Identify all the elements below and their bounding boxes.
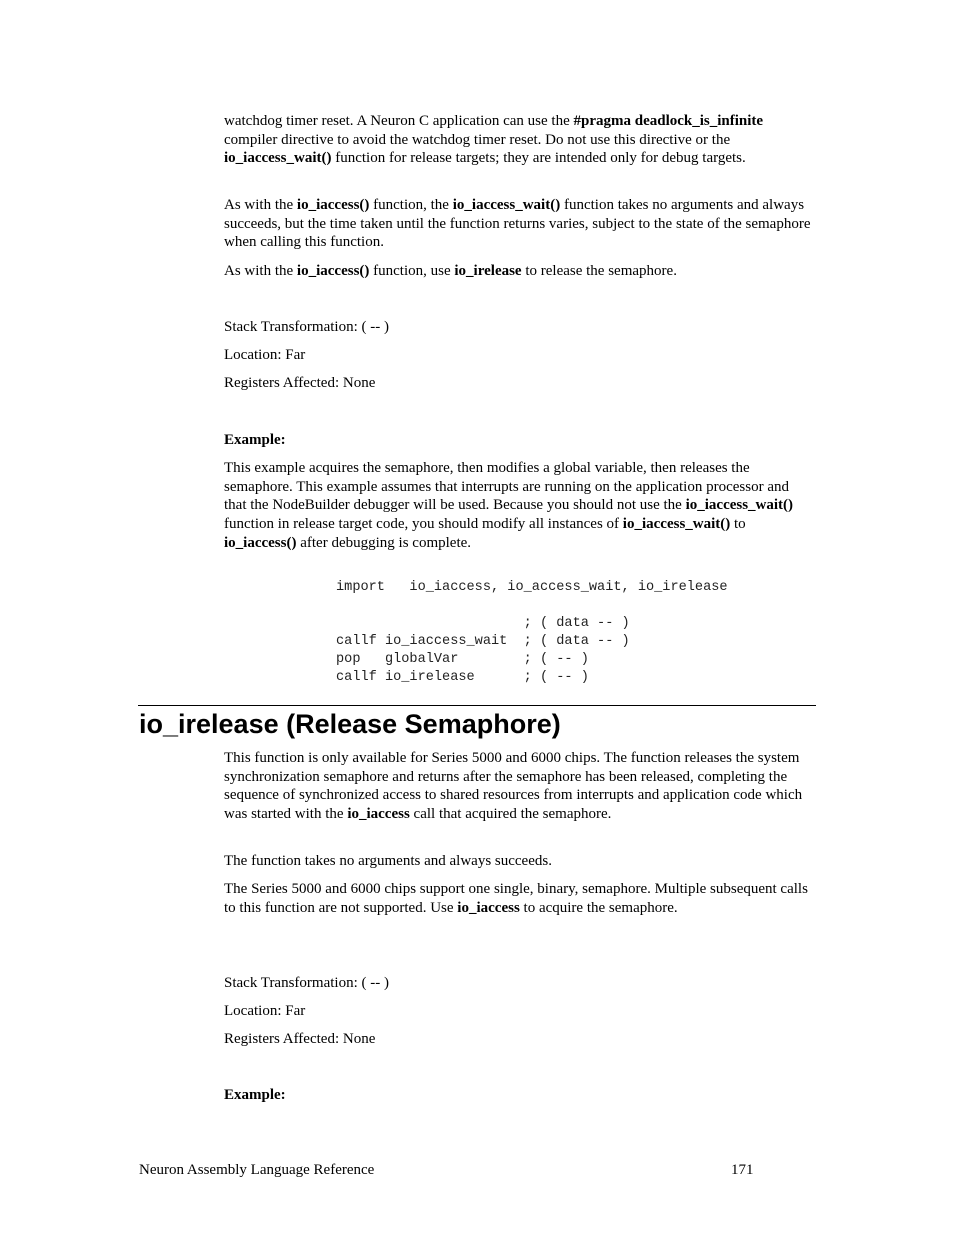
text: As with the xyxy=(224,197,297,213)
text: to release the semaphore. xyxy=(521,263,677,279)
example-label xyxy=(224,1086,286,1104)
registers-affected: Registers Affected: None xyxy=(224,375,376,391)
section1-para2 xyxy=(224,196,814,252)
text: function, use xyxy=(369,263,455,279)
function-name: io_iaccess xyxy=(457,899,520,916)
section1-example-para xyxy=(224,459,814,553)
example-label-text: Example: xyxy=(224,432,286,448)
pragma-keyword: #pragma deadlock_is_infinite xyxy=(573,113,764,129)
text: function in release target code, you should modify all instances of xyxy=(224,516,623,533)
stack-transformation: Stack Transformation: ( -- ) xyxy=(224,319,389,335)
text: call that acquired the semaphore. xyxy=(409,806,612,823)
function-name: io_iaccess() xyxy=(296,263,370,279)
text: The function takes no arguments and always succeeds. xyxy=(224,853,552,869)
text: function takes no arguments and always succeeds, but the time taken until the function returns varies, subject to the state of the semaphore when calling this function. xyxy=(224,197,811,251)
section2-para3 xyxy=(224,880,814,917)
text: The Series 5000 and 6000 chips support one single, binary, semaphore. Multiple subsequent calls to this function are not supported. Use xyxy=(224,881,808,916)
section-heading: io_irelease (Release Semaphore) xyxy=(139,709,561,739)
registers-affected: Registers Affected: None xyxy=(224,1031,376,1047)
function-name: io_iaccess_wait() xyxy=(622,516,731,533)
text: to xyxy=(730,516,746,533)
text: This example acquires the semaphore, then modifies a global variable, then releases the semaphore. This example assumes that interrupts are running on the application processor and that the NodeBuilder debugger will be used. Because you should not use the xyxy=(224,460,789,514)
text: function, the xyxy=(369,197,453,213)
section2-para1 xyxy=(224,749,814,824)
text: after debugging is complete. xyxy=(296,534,472,551)
code-example: import io_iaccess, io_access_wait, io_irelease ; ( data -- ) callf io_iaccess_wait ; ( data -- ) pop globalVar ; ( -- ) callf io_irelease ; ( -- ) xyxy=(336,580,728,685)
location: Location: Far xyxy=(224,1003,306,1019)
text: compiler directive to avoid the watchdog timer reset. Do not use this directive or the xyxy=(224,131,731,148)
text: watchdog timer reset. A Neuron C application can use the xyxy=(224,113,574,129)
text: This function is only available for Series 5000 and 6000 chips. The function releases the system synchronization semaphore and returns after the semaphore has been released, completing the sequence of synchronized access to shared resources from interrupts and application code which was started with the xyxy=(224,750,803,823)
function-name: io_irelease xyxy=(454,263,522,279)
function-name: io_iaccess_wait() xyxy=(224,150,332,167)
text: to acquire the semaphore. xyxy=(519,899,678,916)
stack-transformation: Stack Transformation: ( -- ) xyxy=(224,975,389,991)
location: Location: Far xyxy=(224,347,306,363)
section2-para2 xyxy=(224,852,814,871)
footer-title: Neuron Assembly Language Reference xyxy=(139,1162,375,1178)
text: function for release targets; they are intended only for debug targets. xyxy=(331,150,746,167)
function-name: io_iaccess() xyxy=(296,197,370,213)
example-label xyxy=(224,431,286,449)
section1-para1 xyxy=(224,112,814,168)
example-label-text: Example: xyxy=(224,1087,286,1103)
function-name: io_iaccess xyxy=(347,806,410,823)
section1-para3 xyxy=(224,262,814,281)
function-name: io_iaccess_wait() xyxy=(685,497,794,514)
function-name: io_iaccess_wait() xyxy=(452,197,561,213)
page-number: 171 xyxy=(731,1162,754,1178)
function-name: io_iaccess() xyxy=(224,534,297,551)
text: As with the xyxy=(224,263,297,279)
